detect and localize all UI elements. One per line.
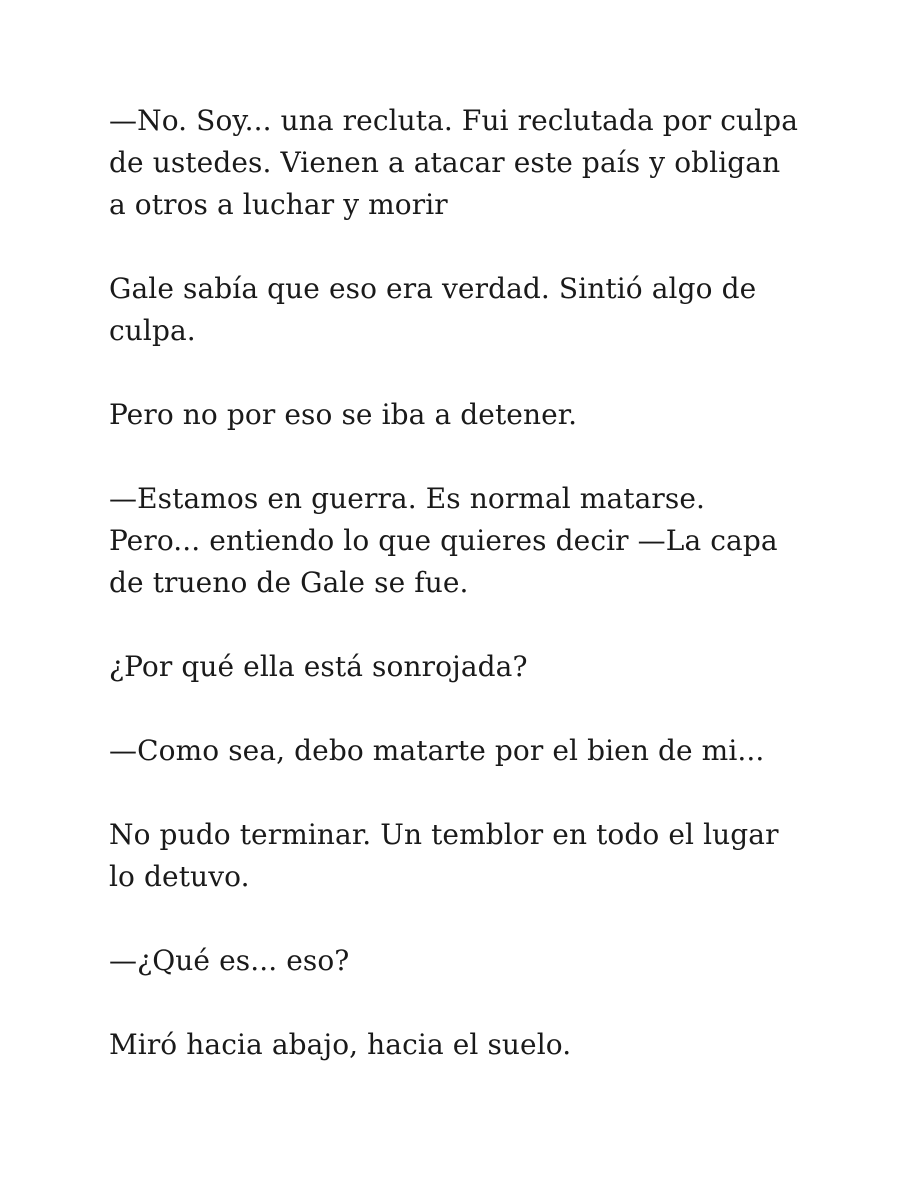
paragraph-3: Pero no por eso se iba a detener. bbox=[109, 398, 578, 431]
paragraph-5: ¿Por qué ella está sonrojada? bbox=[109, 650, 528, 683]
document-page bbox=[109, 100, 799, 1066]
paragraph-4: —Estamos en guerra. Es normal matarse. Pero... entiendo lo que quieres decir —La capa de trueno de Gale se fue. bbox=[109, 482, 778, 599]
paragraph-7: No pudo terminar. Un temblor en todo el lugar lo detuvo. bbox=[109, 818, 779, 893]
paragraph-9: Miró hacia abajo, hacia el suelo. bbox=[109, 1028, 572, 1061]
paragraph-6: —Como sea, debo matarte por el bien de mi... bbox=[109, 734, 765, 767]
paragraph-1: —No. Soy... una recluta. Fui reclutada por culpa de ustedes. Vienen a atacar este país y obligan a otros a luchar y morir bbox=[109, 104, 798, 221]
paragraph-2: Gale sabía que eso era verdad. Sintió algo de culpa. bbox=[109, 272, 757, 347]
paragraph-8: —¿Qué es... eso? bbox=[109, 944, 350, 977]
